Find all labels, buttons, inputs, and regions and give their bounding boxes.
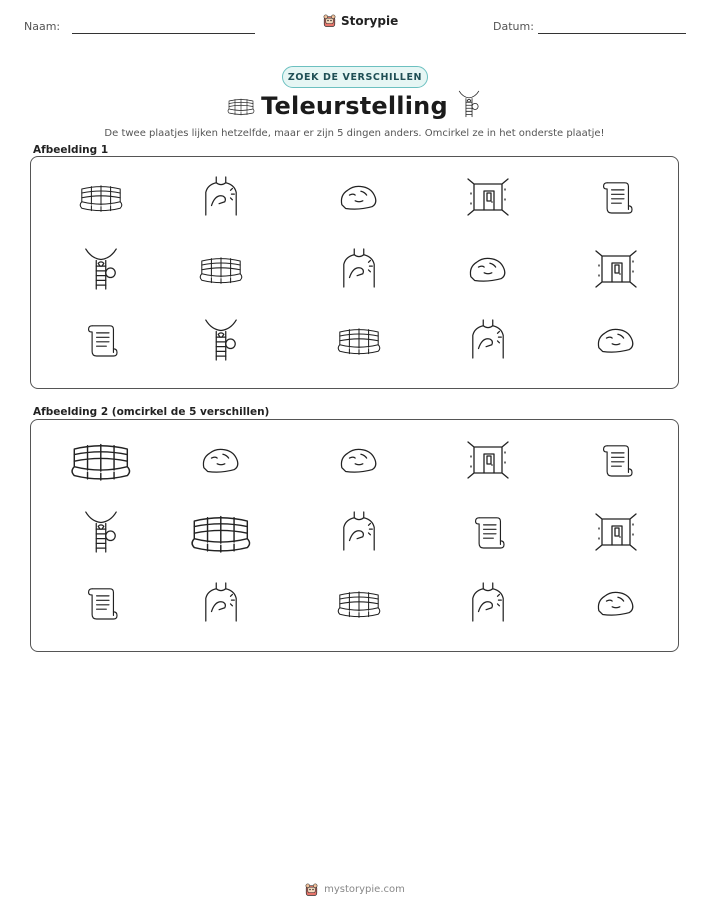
- date-label: Datum:: [493, 20, 534, 33]
- scroll-icon: [600, 176, 632, 218]
- chest-pain-icon[interactable]: [340, 510, 378, 554]
- scroll-icon[interactable]: [85, 582, 117, 624]
- blanket-icon: [197, 252, 245, 286]
- chest-pain-icon: [202, 175, 240, 219]
- rock-icon: [467, 253, 509, 285]
- title-throat-lump-icon: [456, 90, 482, 118]
- blanket-icon[interactable]: [66, 438, 136, 482]
- footer-url[interactable]: mystorypie.com: [324, 884, 405, 895]
- throat-lump-icon: [82, 247, 120, 291]
- page-title: Teleurstelling: [261, 92, 448, 120]
- blanket-icon: [77, 180, 125, 214]
- throat-lump-icon: [202, 318, 240, 362]
- rock-icon: [595, 324, 637, 356]
- spot-difference-badge: ZOEK DE VERSCHILLEN: [282, 66, 428, 88]
- rock-icon: [338, 181, 380, 213]
- scroll-icon: [85, 319, 117, 361]
- panel1-label: Afbeelding 1: [33, 144, 109, 156]
- rock-icon[interactable]: [200, 444, 242, 476]
- door-icon: [594, 249, 638, 289]
- chest-pain-icon[interactable]: [202, 581, 240, 625]
- door-icon: [466, 177, 510, 217]
- storypie-logo: [322, 13, 398, 28]
- panel2-label: Afbeelding 2 (omcirkel de 5 verschillen): [33, 406, 270, 418]
- panel1: [30, 156, 679, 389]
- chest-pain-icon: [469, 318, 507, 362]
- panel2[interactable]: [30, 419, 679, 652]
- name-label: Naam:: [24, 20, 61, 33]
- instructions: De twee plaatjes lijken hetzelfde, maar er zijn 5 dingen anders. Omcirkel ze in het onderste plaatje!: [104, 128, 605, 139]
- name-line[interactable]: [72, 33, 255, 34]
- mascot-icon: [322, 13, 337, 28]
- chest-pain-icon: [340, 247, 378, 291]
- footer: [0, 882, 709, 897]
- date-line[interactable]: [538, 33, 686, 34]
- blanket-icon[interactable]: [186, 510, 256, 554]
- rock-icon[interactable]: [338, 444, 380, 476]
- blanket-icon[interactable]: [335, 586, 383, 620]
- door-icon[interactable]: [466, 440, 510, 480]
- blanket-icon: [335, 323, 383, 357]
- scroll-icon[interactable]: [600, 439, 632, 481]
- rock-icon[interactable]: [595, 587, 637, 619]
- footer-mascot-icon: [304, 882, 319, 897]
- door-icon[interactable]: [594, 512, 638, 552]
- brand-name: Storypie: [341, 13, 399, 28]
- scroll-icon[interactable]: [472, 511, 504, 553]
- throat-lump-icon[interactable]: [82, 510, 120, 554]
- chest-pain-icon[interactable]: [469, 581, 507, 625]
